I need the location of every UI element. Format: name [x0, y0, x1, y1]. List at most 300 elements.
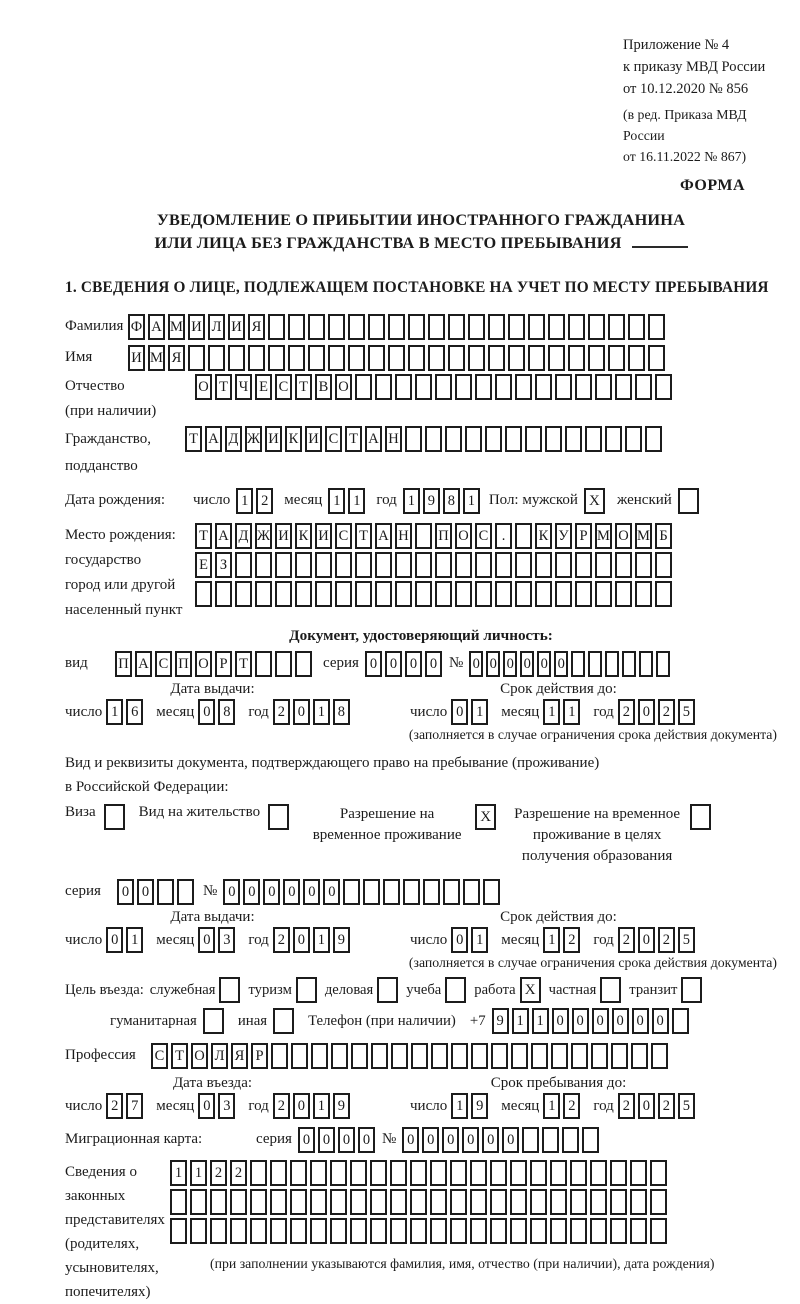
char-cell[interactable]: И: [315, 523, 332, 549]
char-cell[interactable]: Я: [248, 314, 265, 340]
char-cell[interactable]: [465, 426, 482, 452]
char-cell[interactable]: 0: [303, 879, 320, 905]
char-cell[interactable]: [248, 345, 265, 371]
char-cell[interactable]: [575, 581, 592, 607]
char-cell[interactable]: [415, 523, 432, 549]
char-cell[interactable]: 2: [256, 488, 273, 514]
char-cell[interactable]: [588, 345, 605, 371]
char-cell[interactable]: [435, 374, 452, 400]
char-cell[interactable]: [635, 581, 652, 607]
char-cell[interactable]: 2: [563, 927, 580, 953]
char-cell[interactable]: [571, 651, 585, 677]
char-cell[interactable]: [410, 1218, 427, 1244]
char-cell[interactable]: 9: [423, 488, 440, 514]
char-cell[interactable]: [655, 581, 672, 607]
char-cell[interactable]: 0: [554, 651, 568, 677]
purpose-private-checkbox[interactable]: [600, 977, 621, 1003]
char-cell[interactable]: Т: [215, 374, 232, 400]
char-cell[interactable]: [605, 426, 622, 452]
char-cell[interactable]: 0: [502, 1127, 519, 1153]
char-cell[interactable]: [548, 314, 565, 340]
char-cell[interactable]: [391, 1043, 408, 1069]
char-cell[interactable]: 2: [618, 1093, 635, 1119]
char-cell[interactable]: [371, 1043, 388, 1069]
char-cell[interactable]: [555, 374, 572, 400]
char-cell[interactable]: [295, 581, 312, 607]
char-cell[interactable]: [455, 581, 472, 607]
char-cell[interactable]: [330, 1189, 347, 1215]
purpose-tourism-checkbox[interactable]: [296, 977, 317, 1003]
char-cell[interactable]: [590, 1189, 607, 1215]
char-cell[interactable]: 1: [451, 1093, 468, 1119]
char-cell[interactable]: [565, 426, 582, 452]
char-cell[interactable]: [363, 879, 380, 905]
char-cell[interactable]: [630, 1160, 647, 1186]
char-cell[interactable]: 8: [218, 699, 235, 725]
char-cell[interactable]: [615, 374, 632, 400]
char-cell[interactable]: [451, 1043, 468, 1069]
char-cell[interactable]: [635, 374, 652, 400]
char-cell[interactable]: [490, 1218, 507, 1244]
char-cell[interactable]: [275, 581, 292, 607]
char-cell[interactable]: 0: [198, 1093, 215, 1119]
rvp-checkbox[interactable]: X: [475, 804, 496, 830]
char-cell[interactable]: [435, 581, 452, 607]
char-cell[interactable]: [570, 1218, 587, 1244]
char-cell[interactable]: 2: [618, 699, 635, 725]
char-cell[interactable]: [650, 1189, 667, 1215]
char-cell[interactable]: Р: [575, 523, 592, 549]
char-cell[interactable]: [355, 581, 372, 607]
char-cell[interactable]: Л: [208, 314, 225, 340]
char-cell[interactable]: [515, 581, 532, 607]
char-cell[interactable]: 1: [313, 699, 330, 725]
char-cell[interactable]: [575, 552, 592, 578]
char-cell[interactable]: [508, 345, 525, 371]
char-cell[interactable]: [645, 426, 662, 452]
char-cell[interactable]: [190, 1218, 207, 1244]
char-cell[interactable]: [295, 651, 312, 677]
char-cell[interactable]: Т: [195, 523, 212, 549]
char-cell[interactable]: 1: [532, 1008, 549, 1034]
char-cell[interactable]: [190, 1189, 207, 1215]
purpose-humanitarian-checkbox[interactable]: [203, 1008, 224, 1034]
char-cell[interactable]: [490, 1160, 507, 1186]
sex-female-checkbox[interactable]: [678, 488, 699, 514]
char-cell[interactable]: [495, 581, 512, 607]
char-cell[interactable]: [455, 374, 472, 400]
char-cell[interactable]: [555, 581, 572, 607]
char-cell[interactable]: 5: [678, 927, 695, 953]
char-cell[interactable]: [448, 345, 465, 371]
char-cell[interactable]: [510, 1160, 527, 1186]
char-cell[interactable]: [528, 314, 545, 340]
char-cell[interactable]: 0: [137, 879, 154, 905]
purpose-study-checkbox[interactable]: [445, 977, 466, 1003]
char-cell[interactable]: М: [595, 523, 612, 549]
char-cell[interactable]: 0: [503, 651, 517, 677]
char-cell[interactable]: 1: [313, 927, 330, 953]
char-cell[interactable]: Ж: [245, 426, 262, 452]
char-cell[interactable]: [631, 1043, 648, 1069]
char-cell[interactable]: [425, 426, 442, 452]
char-cell[interactable]: Ч: [235, 374, 252, 400]
char-cell[interactable]: [395, 552, 412, 578]
char-cell[interactable]: [431, 1043, 448, 1069]
char-cell[interactable]: [531, 1043, 548, 1069]
char-cell[interactable]: [550, 1160, 567, 1186]
char-cell[interactable]: [510, 1189, 527, 1215]
char-cell[interactable]: [608, 345, 625, 371]
char-cell[interactable]: [455, 552, 472, 578]
char-cell[interactable]: [672, 1008, 689, 1034]
char-cell[interactable]: [408, 345, 425, 371]
char-cell[interactable]: [310, 1160, 327, 1186]
char-cell[interactable]: [611, 1043, 628, 1069]
char-cell[interactable]: [350, 1189, 367, 1215]
char-cell[interactable]: [355, 552, 372, 578]
char-cell[interactable]: 0: [592, 1008, 609, 1034]
char-cell[interactable]: 1: [543, 927, 560, 953]
char-cell[interactable]: 0: [385, 651, 402, 677]
char-cell[interactable]: [445, 426, 462, 452]
purpose-official-checkbox[interactable]: [219, 977, 240, 1003]
char-cell[interactable]: 0: [552, 1008, 569, 1034]
char-cell[interactable]: [551, 1043, 568, 1069]
char-cell[interactable]: [370, 1218, 387, 1244]
char-cell[interactable]: [310, 1218, 327, 1244]
char-cell[interactable]: [530, 1218, 547, 1244]
char-cell[interactable]: 0: [298, 1127, 315, 1153]
char-cell[interactable]: 1: [348, 488, 365, 514]
char-cell[interactable]: К: [285, 426, 302, 452]
char-cell[interactable]: 0: [638, 927, 655, 953]
char-cell[interactable]: 0: [117, 879, 134, 905]
char-cell[interactable]: [463, 879, 480, 905]
char-cell[interactable]: У: [555, 523, 572, 549]
char-cell[interactable]: С: [335, 523, 352, 549]
char-cell[interactable]: [585, 426, 602, 452]
char-cell[interactable]: [491, 1043, 508, 1069]
char-cell[interactable]: 0: [462, 1127, 479, 1153]
char-cell[interactable]: [435, 552, 452, 578]
char-cell[interactable]: [470, 1189, 487, 1215]
char-cell[interactable]: З: [215, 552, 232, 578]
char-cell[interactable]: С: [475, 523, 492, 549]
char-cell[interactable]: П: [175, 651, 192, 677]
char-cell[interactable]: [630, 1218, 647, 1244]
char-cell[interactable]: [525, 426, 542, 452]
char-cell[interactable]: Ф: [128, 314, 145, 340]
char-cell[interactable]: [328, 314, 345, 340]
char-cell[interactable]: 1: [170, 1160, 187, 1186]
char-cell[interactable]: [651, 1043, 668, 1069]
char-cell[interactable]: А: [375, 523, 392, 549]
char-cell[interactable]: 2: [210, 1160, 227, 1186]
char-cell[interactable]: [328, 345, 345, 371]
char-cell[interactable]: [271, 1043, 288, 1069]
char-cell[interactable]: А: [215, 523, 232, 549]
char-cell[interactable]: [568, 345, 585, 371]
char-cell[interactable]: [388, 345, 405, 371]
char-cell[interactable]: 2: [658, 699, 675, 725]
char-cell[interactable]: 0: [106, 927, 123, 953]
char-cell[interactable]: [275, 651, 292, 677]
char-cell[interactable]: [405, 426, 422, 452]
char-cell[interactable]: [510, 1218, 527, 1244]
char-cell[interactable]: [610, 1189, 627, 1215]
char-cell[interactable]: [395, 581, 412, 607]
char-cell[interactable]: 2: [618, 927, 635, 953]
char-cell[interactable]: [230, 1218, 247, 1244]
char-cell[interactable]: 0: [451, 927, 468, 953]
char-cell[interactable]: [483, 879, 500, 905]
char-cell[interactable]: [610, 1160, 627, 1186]
char-cell[interactable]: [591, 1043, 608, 1069]
char-cell[interactable]: [515, 523, 532, 549]
char-cell[interactable]: [475, 552, 492, 578]
char-cell[interactable]: И: [128, 345, 145, 371]
char-cell[interactable]: И: [188, 314, 205, 340]
char-cell[interactable]: С: [155, 651, 172, 677]
char-cell[interactable]: Ж: [255, 523, 272, 549]
char-cell[interactable]: [291, 1043, 308, 1069]
char-cell[interactable]: [590, 1218, 607, 1244]
char-cell[interactable]: 0: [223, 879, 240, 905]
char-cell[interactable]: [468, 345, 485, 371]
char-cell[interactable]: Р: [251, 1043, 268, 1069]
char-cell[interactable]: [315, 581, 332, 607]
char-cell[interactable]: [550, 1189, 567, 1215]
char-cell[interactable]: [582, 1127, 599, 1153]
char-cell[interactable]: К: [535, 523, 552, 549]
char-cell[interactable]: [656, 651, 670, 677]
char-cell[interactable]: 0: [638, 1093, 655, 1119]
char-cell[interactable]: [430, 1160, 447, 1186]
char-cell[interactable]: 0: [283, 879, 300, 905]
char-cell[interactable]: [331, 1043, 348, 1069]
purpose-business-checkbox[interactable]: [377, 977, 398, 1003]
char-cell[interactable]: [157, 879, 174, 905]
char-cell[interactable]: 2: [658, 927, 675, 953]
char-cell[interactable]: 0: [425, 651, 442, 677]
char-cell[interactable]: [390, 1160, 407, 1186]
char-cell[interactable]: Р: [215, 651, 232, 677]
char-cell[interactable]: Д: [225, 426, 242, 452]
char-cell[interactable]: [488, 314, 505, 340]
char-cell[interactable]: 1: [106, 699, 123, 725]
char-cell[interactable]: 0: [198, 927, 215, 953]
char-cell[interactable]: [635, 552, 652, 578]
char-cell[interactable]: [188, 345, 205, 371]
char-cell[interactable]: [368, 314, 385, 340]
char-cell[interactable]: 1: [563, 699, 580, 725]
char-cell[interactable]: П: [115, 651, 132, 677]
char-cell[interactable]: 0: [338, 1127, 355, 1153]
char-cell[interactable]: [595, 374, 612, 400]
char-cell[interactable]: А: [205, 426, 222, 452]
char-cell[interactable]: [311, 1043, 328, 1069]
char-cell[interactable]: 1: [190, 1160, 207, 1186]
char-cell[interactable]: К: [295, 523, 312, 549]
char-cell[interactable]: 8: [333, 699, 350, 725]
char-cell[interactable]: 0: [293, 699, 310, 725]
char-cell[interactable]: [570, 1189, 587, 1215]
char-cell[interactable]: [495, 374, 512, 400]
char-cell[interactable]: [542, 1127, 559, 1153]
char-cell[interactable]: [450, 1189, 467, 1215]
char-cell[interactable]: [475, 374, 492, 400]
char-cell[interactable]: [450, 1160, 467, 1186]
char-cell[interactable]: [170, 1218, 187, 1244]
char-cell[interactable]: 2: [230, 1160, 247, 1186]
char-cell[interactable]: Н: [385, 426, 402, 452]
char-cell[interactable]: 1: [471, 699, 488, 725]
char-cell[interactable]: 1: [543, 699, 560, 725]
char-cell[interactable]: Т: [345, 426, 362, 452]
char-cell[interactable]: 0: [442, 1127, 459, 1153]
char-cell[interactable]: Т: [295, 374, 312, 400]
char-cell[interactable]: [468, 314, 485, 340]
char-cell[interactable]: 7: [126, 1093, 143, 1119]
char-cell[interactable]: [330, 1218, 347, 1244]
char-cell[interactable]: 0: [572, 1008, 589, 1034]
char-cell[interactable]: [610, 1218, 627, 1244]
char-cell[interactable]: [448, 314, 465, 340]
char-cell[interactable]: [595, 552, 612, 578]
char-cell[interactable]: [535, 581, 552, 607]
char-cell[interactable]: [625, 426, 642, 452]
char-cell[interactable]: 0: [520, 651, 534, 677]
char-cell[interactable]: Д: [235, 523, 252, 549]
char-cell[interactable]: [522, 1127, 539, 1153]
char-cell[interactable]: [628, 314, 645, 340]
char-cell[interactable]: [515, 552, 532, 578]
char-cell[interactable]: [608, 314, 625, 340]
char-cell[interactable]: Н: [395, 523, 412, 549]
char-cell[interactable]: [450, 1218, 467, 1244]
char-cell[interactable]: Я: [168, 345, 185, 371]
char-cell[interactable]: М: [168, 314, 185, 340]
char-cell[interactable]: [495, 552, 512, 578]
char-cell[interactable]: [288, 314, 305, 340]
char-cell[interactable]: [268, 345, 285, 371]
char-cell[interactable]: 0: [612, 1008, 629, 1034]
char-cell[interactable]: [571, 1043, 588, 1069]
char-cell[interactable]: И: [275, 523, 292, 549]
sex-male-checkbox[interactable]: X: [584, 488, 605, 514]
char-cell[interactable]: [550, 1218, 567, 1244]
char-cell[interactable]: [210, 1218, 227, 1244]
char-cell[interactable]: [655, 374, 672, 400]
char-cell[interactable]: 9: [471, 1093, 488, 1119]
char-cell[interactable]: Т: [235, 651, 252, 677]
char-cell[interactable]: [335, 552, 352, 578]
char-cell[interactable]: 1: [313, 1093, 330, 1119]
char-cell[interactable]: [562, 1127, 579, 1153]
char-cell[interactable]: [250, 1160, 267, 1186]
char-cell[interactable]: 0: [422, 1127, 439, 1153]
char-cell[interactable]: .: [495, 523, 512, 549]
char-cell[interactable]: [315, 552, 332, 578]
char-cell[interactable]: [528, 345, 545, 371]
visa-checkbox[interactable]: [104, 804, 125, 830]
char-cell[interactable]: [250, 1218, 267, 1244]
char-cell[interactable]: О: [191, 1043, 208, 1069]
char-cell[interactable]: [270, 1218, 287, 1244]
char-cell[interactable]: [375, 374, 392, 400]
char-cell[interactable]: [290, 1218, 307, 1244]
char-cell[interactable]: [177, 879, 194, 905]
char-cell[interactable]: О: [335, 374, 352, 400]
char-cell[interactable]: [648, 314, 665, 340]
char-cell[interactable]: [488, 345, 505, 371]
char-cell[interactable]: [348, 345, 365, 371]
char-cell[interactable]: А: [148, 314, 165, 340]
char-cell[interactable]: 9: [333, 927, 350, 953]
char-cell[interactable]: [290, 1189, 307, 1215]
char-cell[interactable]: 1: [236, 488, 253, 514]
char-cell[interactable]: [470, 1160, 487, 1186]
char-cell[interactable]: [508, 314, 525, 340]
char-cell[interactable]: И: [228, 314, 245, 340]
char-cell[interactable]: С: [151, 1043, 168, 1069]
char-cell[interactable]: 0: [318, 1127, 335, 1153]
char-cell[interactable]: [290, 1160, 307, 1186]
char-cell[interactable]: С: [275, 374, 292, 400]
char-cell[interactable]: М: [148, 345, 165, 371]
char-cell[interactable]: 1: [512, 1008, 529, 1034]
char-cell[interactable]: [295, 552, 312, 578]
char-cell[interactable]: [230, 1189, 247, 1215]
char-cell[interactable]: [330, 1160, 347, 1186]
char-cell[interactable]: 0: [482, 1127, 499, 1153]
char-cell[interactable]: [370, 1160, 387, 1186]
char-cell[interactable]: 1: [471, 927, 488, 953]
char-cell[interactable]: [423, 879, 440, 905]
char-cell[interactable]: [485, 426, 502, 452]
char-cell[interactable]: 0: [486, 651, 500, 677]
char-cell[interactable]: [348, 314, 365, 340]
char-cell[interactable]: [630, 1189, 647, 1215]
char-cell[interactable]: [639, 651, 653, 677]
char-cell[interactable]: [208, 345, 225, 371]
char-cell[interactable]: [255, 651, 272, 677]
char-cell[interactable]: 0: [402, 1127, 419, 1153]
char-cell[interactable]: Т: [355, 523, 372, 549]
char-cell[interactable]: О: [195, 651, 212, 677]
char-cell[interactable]: [650, 1160, 667, 1186]
char-cell[interactable]: [428, 314, 445, 340]
char-cell[interactable]: [350, 1218, 367, 1244]
char-cell[interactable]: [622, 651, 636, 677]
char-cell[interactable]: [270, 1160, 287, 1186]
char-cell[interactable]: [308, 345, 325, 371]
char-cell[interactable]: [471, 1043, 488, 1069]
char-cell[interactable]: [335, 581, 352, 607]
char-cell[interactable]: [530, 1160, 547, 1186]
char-cell[interactable]: [650, 1218, 667, 1244]
char-cell[interactable]: [408, 314, 425, 340]
char-cell[interactable]: 0: [537, 651, 551, 677]
char-cell[interactable]: [390, 1218, 407, 1244]
char-cell[interactable]: [383, 879, 400, 905]
char-cell[interactable]: [210, 1189, 227, 1215]
char-cell[interactable]: С: [325, 426, 342, 452]
char-cell[interactable]: Л: [211, 1043, 228, 1069]
char-cell[interactable]: [410, 1160, 427, 1186]
char-cell[interactable]: 3: [218, 927, 235, 953]
